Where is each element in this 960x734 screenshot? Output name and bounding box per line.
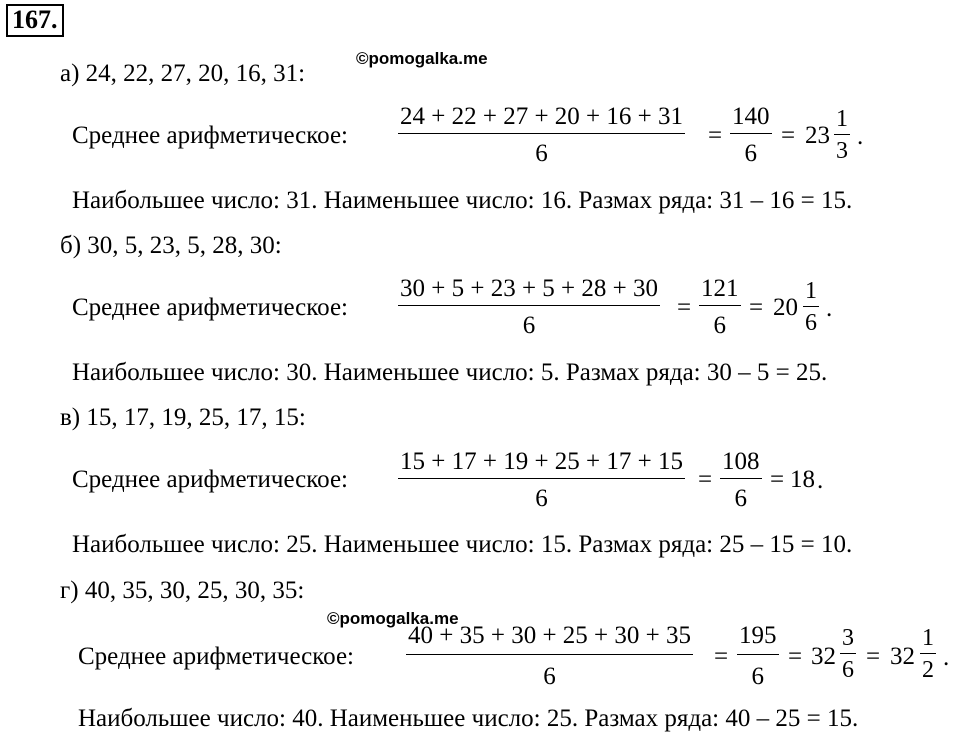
part-c-summary: Наибольшее число: 25. Наименьшее число: 15. Размах ряда: 25 – 15 = 10. xyxy=(72,531,853,558)
period: . xyxy=(943,644,950,671)
equals-sign: = xyxy=(698,466,713,493)
fraction-denominator: 6 xyxy=(522,312,536,339)
part-d-total-fraction xyxy=(737,623,779,689)
part-d-header: г) 40, 35, 30, 25, 30, 35: xyxy=(60,577,305,604)
part-c-total-fraction xyxy=(720,449,762,511)
fraction-denominator: 6 xyxy=(713,312,726,339)
fraction-numerator: 1 xyxy=(805,278,817,304)
part-a-whole: 23 xyxy=(805,122,830,149)
part-d-mean-label: Среднее арифметическое: xyxy=(78,643,354,670)
part-c-sum-fraction xyxy=(398,449,685,511)
part-d-sum-fraction xyxy=(406,623,693,689)
fraction-numerator: 40 + 35 + 30 + 25 + 30 + 35 xyxy=(408,622,691,649)
fraction-numerator: 15 + 17 + 19 + 25 + 17 + 15 xyxy=(400,448,683,475)
fraction-denominator: 6 xyxy=(535,140,548,167)
fraction-numerator: 1 xyxy=(836,106,848,132)
fraction-denominator: 6 xyxy=(734,485,747,512)
fraction-numerator: 195 xyxy=(739,622,777,649)
fraction-numerator: 1 xyxy=(922,625,934,651)
equals-sign: = xyxy=(866,643,881,670)
part-d-summary: Наибольшее число: 40. Наименьшее число: 25. Размах ряда: 40 – 25 = 15. xyxy=(78,705,859,732)
equals-sign: = xyxy=(788,643,803,670)
equals-sign: = xyxy=(708,122,723,149)
equals-sign: = xyxy=(781,122,796,149)
part-c-header: в) 15, 17, 19, 25, 17, 15: xyxy=(60,404,306,431)
period: . xyxy=(857,123,864,150)
watermark: ©pomogalka.me xyxy=(327,609,459,628)
fraction-denominator: 6 xyxy=(805,310,817,336)
fraction-numerator: 30 + 5 + 23 + 5 + 28 + 30 xyxy=(400,275,658,302)
fraction-denominator: 6 xyxy=(744,140,757,167)
part-a-summary: Наибольшее число: 31. Наименьшее число: 16. Размах ряда: 31 – 16 = 15. xyxy=(72,187,853,214)
watermark: ©pomogalka.me xyxy=(356,49,488,68)
part-a-mixed-fraction xyxy=(834,107,850,163)
part-a-mean-label: Среднее арифметическое: xyxy=(72,122,348,149)
part-a-total-fraction xyxy=(730,104,772,166)
part-b-sum-fraction xyxy=(398,276,660,338)
fraction-numerator: 24 + 22 + 27 + 20 + 16 + 31 xyxy=(400,103,683,130)
part-d-mixed-fraction-2 xyxy=(920,626,936,682)
equals-sign: = xyxy=(677,294,692,321)
part-b-mean-label: Среднее арифметическое: xyxy=(72,294,348,321)
fraction-denominator: 6 xyxy=(543,663,556,690)
fraction-denominator: 6 xyxy=(751,663,764,690)
fraction-numerator: 3 xyxy=(842,625,854,651)
part-d-whole: 32 xyxy=(811,643,836,670)
part-c-mean-label: Среднее арифметическое: xyxy=(72,466,348,493)
part-b-summary: Наибольшее число: 30. Наименьшее число: 5. Размах ряда: 30 – 5 = 25. xyxy=(72,359,828,386)
part-a-header: а) 24, 22, 27, 20, 16, 31: xyxy=(60,60,306,87)
fraction-denominator: 6 xyxy=(842,657,854,683)
fraction-denominator: 3 xyxy=(836,138,848,164)
fraction-denominator: 2 xyxy=(922,657,934,683)
problem-number: 167. xyxy=(6,4,64,37)
part-d-whole-2: 32 xyxy=(890,643,915,670)
part-b-total-fraction xyxy=(699,276,741,338)
period: . xyxy=(817,467,824,494)
part-c-result: 18 xyxy=(790,466,815,493)
part-b-mixed-fraction xyxy=(803,279,819,335)
equals-sign: = xyxy=(714,643,729,670)
fraction-numerator: 108 xyxy=(722,448,760,475)
part-b-header: б) 30, 5, 23, 5, 28, 30: xyxy=(60,232,282,259)
part-a-sum-fraction xyxy=(398,104,685,166)
fraction-numerator: 121 xyxy=(701,275,739,302)
part-d-mixed-fraction xyxy=(840,626,856,682)
equals-sign: = xyxy=(770,466,785,493)
part-b-whole: 20 xyxy=(773,294,798,321)
fraction-denominator: 6 xyxy=(535,485,548,512)
fraction-numerator: 140 xyxy=(732,103,770,130)
equals-sign: = xyxy=(749,294,764,321)
period: . xyxy=(826,295,833,322)
